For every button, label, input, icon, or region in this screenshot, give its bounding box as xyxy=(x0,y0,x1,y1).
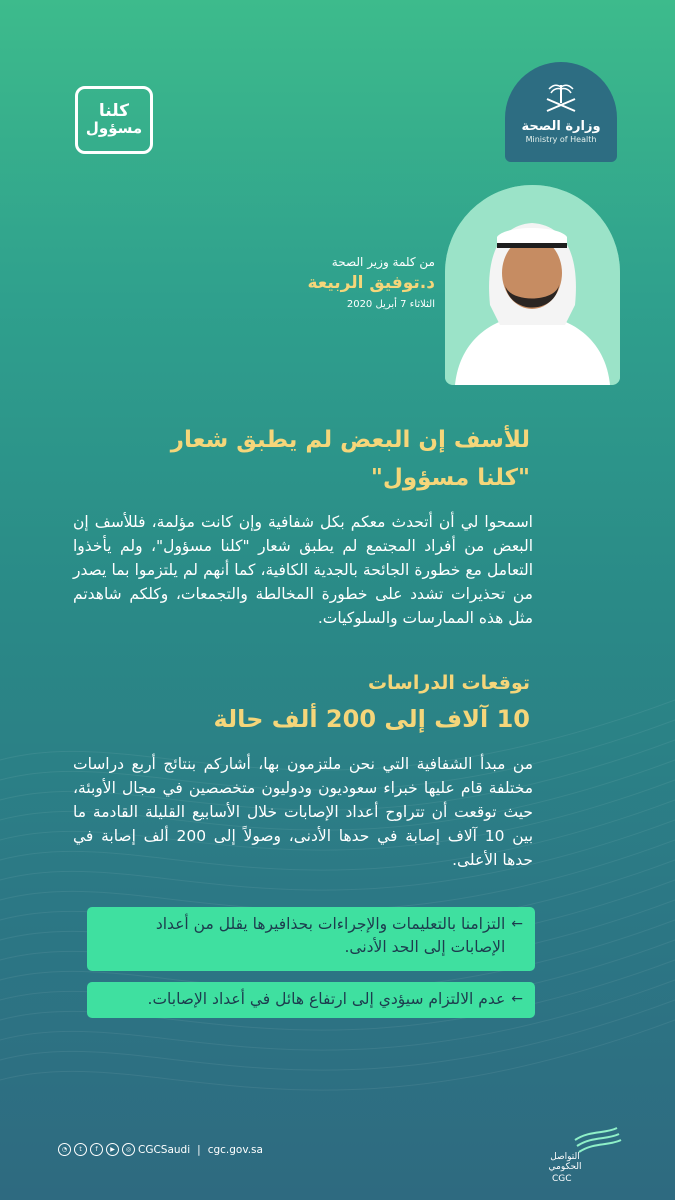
key-point-2 xyxy=(87,982,535,1018)
arrow-left-icon: ← xyxy=(511,991,523,1007)
ministry-of-health-logo xyxy=(505,62,617,162)
footer-social xyxy=(58,1143,263,1156)
minister-photo xyxy=(445,185,620,385)
footer-separator: | xyxy=(197,1143,201,1156)
key-point-1-text: التزامنا بالتعليمات والإجراءات بحذافيرها يقلل من أعداد الإصابات إلى الحد الأدنى. xyxy=(155,915,506,957)
speaker-info xyxy=(215,255,435,310)
headline-line1: للأسف إن البعض لم يطبق شعار xyxy=(170,427,530,453)
snapchat-icon[interactable]: ◔ xyxy=(58,1143,71,1156)
studies-range-heading: 10 آلاف إلى 200 ألف حالة xyxy=(213,705,530,733)
palm-swords-emblem-icon xyxy=(539,81,583,117)
speech-date: الثلاثاء 7 أبريل 2020 xyxy=(346,299,435,310)
website-link[interactable]: cgc.gov.sa xyxy=(207,1143,263,1156)
cgc-arabic-line1: التواصل xyxy=(550,1152,580,1162)
facebook-icon[interactable]: f xyxy=(90,1143,103,1156)
kulna-logo-line1: كلنا xyxy=(98,101,130,122)
speaker-name: د.توفيق الربيعة xyxy=(307,273,435,293)
cgc-english: CGC xyxy=(552,1174,572,1184)
cgc-logo-text xyxy=(540,1152,590,1173)
intro-paragraph: اسمحوا لي أن أتحدث معكم بكل شفافية وإن كانت مؤلمة، فللأسف إن البعض من أفراد المجتمع لم يطبق شعار "كلنا مسؤول"، ولم يأخذوا التعامل مع خطورة الجائحة بالجدية الكافية، كما أنهم لم يلتزموا بما يصدر من تحذيرات تشدد على خطورة المخالطة والتجمعات، وكلكم شاهدتم مثل هذه الممارسات والسلوكيات. xyxy=(73,513,533,628)
ministry-name-arabic: وزارة الصحة xyxy=(521,118,601,134)
main-headline xyxy=(80,422,530,498)
ministry-name-english: Ministry of Health xyxy=(525,134,597,144)
key-point-1 xyxy=(87,907,535,971)
youtube-icon[interactable]: ▶ xyxy=(106,1143,119,1156)
kulna-masool-logo xyxy=(75,86,153,154)
social-handle[interactable]: CGCSaudi xyxy=(138,1143,191,1156)
twitter-icon[interactable]: t xyxy=(74,1143,87,1156)
studies-paragraph: من مبدأ الشفافية التي نحن ملتزمون بها، أشاركم بنتائج أربع دراسات مختلفة قام عليها خبراء سعوديون ودوليون متخصصين في مجال الأوبئة، حيث توقعت أن تتراوح أعداد الإصابات خلال الأسابيع القليلة القادمة ما بين 10 آلاف إصابة في حدها الأدنى، وصولاً إلى 200 ألف إصابة في حدها الأعلى. xyxy=(73,755,534,870)
instagram-icon[interactable]: ◎ xyxy=(122,1143,135,1156)
cgc-arabic-line2: الحكومي xyxy=(548,1162,582,1173)
key-point-2-text: عدم الالتزام سيؤدي إلى ارتفاع هائل في أعداد الإصابات. xyxy=(147,990,506,1008)
studies-subtitle: توقعات الدراسات xyxy=(367,672,530,694)
minister-portrait-illustration xyxy=(445,185,620,385)
headline-line2: "كلنا مسؤول" xyxy=(370,464,530,491)
kulna-logo-line2: مسؤول xyxy=(85,119,143,138)
arrow-left-icon: ← xyxy=(511,916,523,932)
speaker-intro: من كلمة وزير الصحة xyxy=(331,255,435,269)
